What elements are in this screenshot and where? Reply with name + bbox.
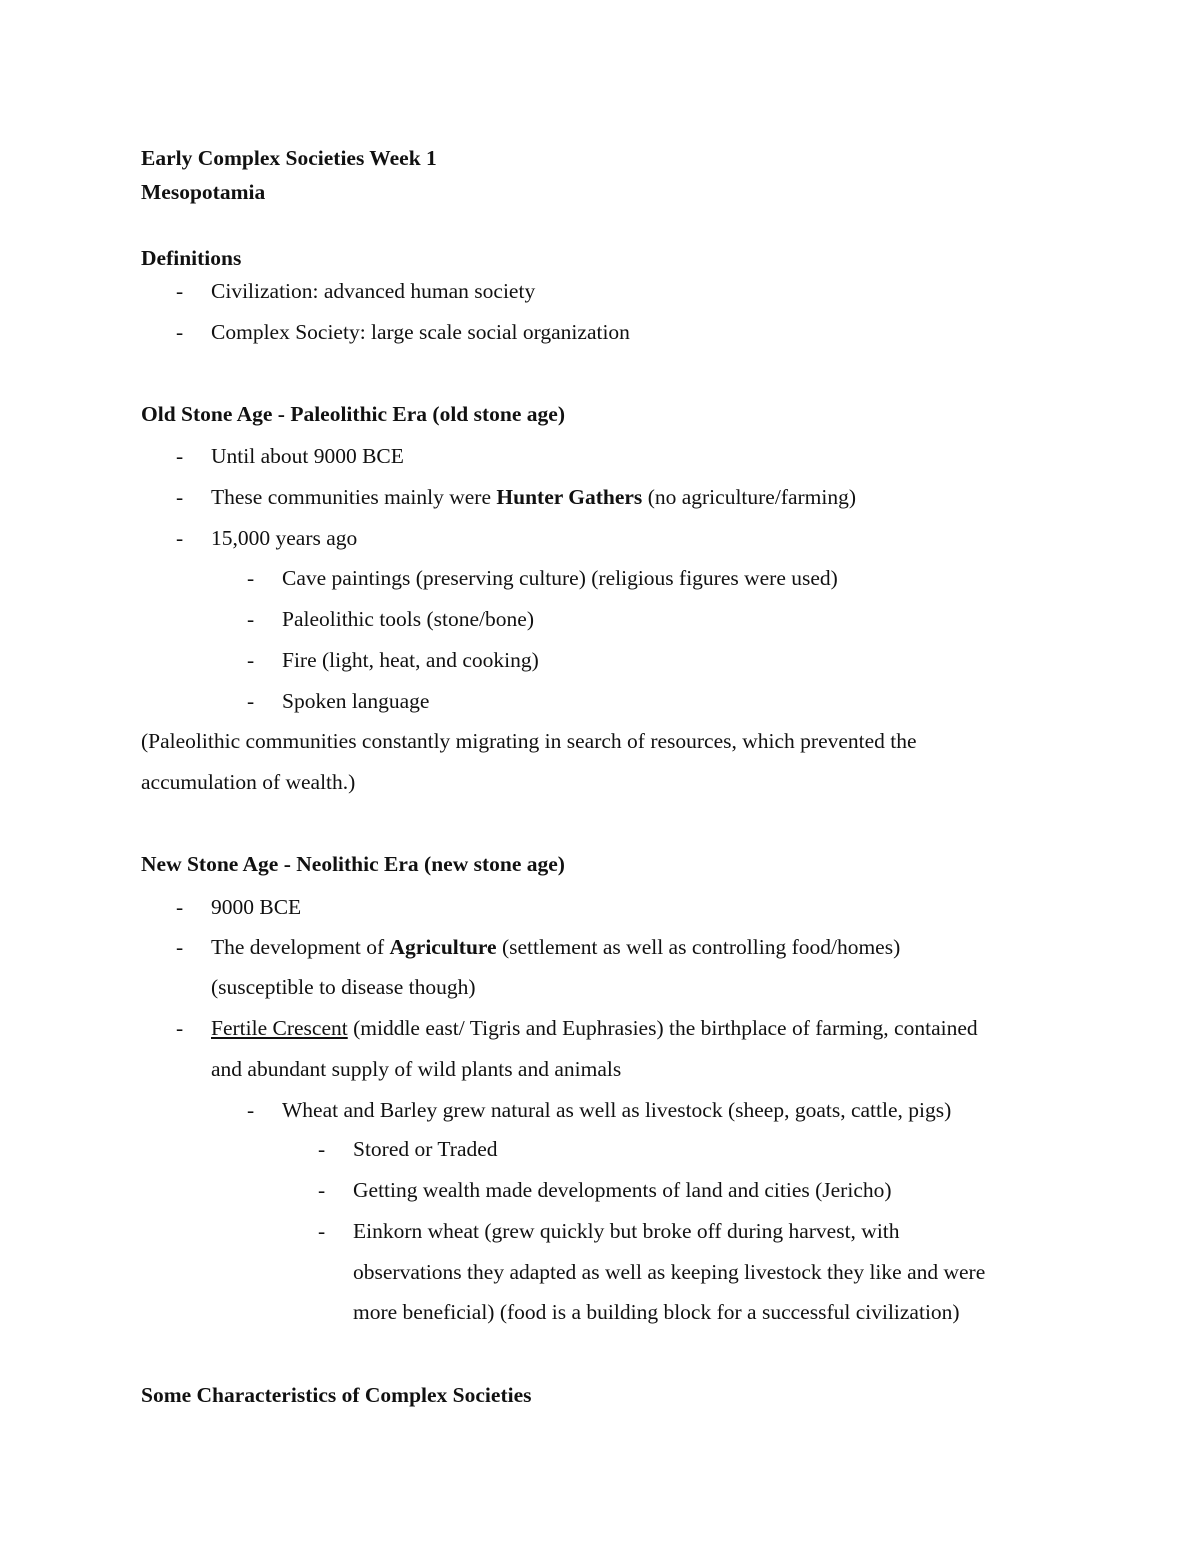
neolithic-heading: New Stone Age - Neolithic Era (new stone age) (141, 852, 565, 876)
bullet-dash: - (318, 1137, 326, 1161)
bullet-dash: - (247, 566, 255, 590)
list-item (0, 442, 1200, 470)
paleolithic-item-years: 15,000 years ago (211, 526, 358, 550)
bullet-dash: - (176, 320, 184, 344)
bullet-dash: - (176, 444, 184, 468)
list-item (0, 933, 1200, 961)
characteristics-heading: Some Characteristics of Complex Societies (141, 1383, 532, 1407)
list-item (0, 893, 1200, 921)
list-item: - Cave paintings (preserving culture) (religious figures were used) (247, 566, 838, 590)
list-item: - Spoken language (247, 689, 430, 713)
list-item: - Fire (light, heat, and cooking) (247, 648, 539, 672)
list-item (0, 1014, 1200, 1042)
list-item: - Getting wealth made developments of land and cities (Jericho) (318, 1178, 892, 1202)
list-item (0, 483, 1200, 511)
paleolithic-heading: Old Stone Age - Paleolithic Era (old stone age) (141, 402, 565, 426)
list-item-continuation: and abundant supply of wild plants and animals (211, 1057, 622, 1081)
bullet-dash: - (318, 1178, 326, 1202)
bullet-dash: - (318, 1219, 326, 1243)
neolithic-item-date: 9000 BCE (211, 895, 302, 919)
bullet-dash: - (247, 1098, 255, 1122)
paleolithic-item-hunters: These communities mainly were Hunter Gathers (no agriculture/farming) (211, 485, 857, 509)
neolithic-item-fertile-crescent: Fertile Crescent (middle east/ Tigris and Euphrasies) the birthplace of farming, contained (211, 1016, 978, 1040)
definition-complex-society: Complex Society: large scale social organization (211, 320, 630, 344)
bullet-dash: - (176, 895, 184, 919)
list-item-continuation: observations they adapted as well as keeping livestock they like and were (353, 1260, 986, 1284)
underlined-term: Fertile Crescent (211, 1016, 348, 1040)
definition-civilization: Civilization: advanced human society (211, 279, 536, 303)
bullet-dash: - (247, 607, 255, 631)
bold-term: Hunter Gathers (496, 485, 643, 509)
bullet-dash: - (176, 526, 184, 550)
bullet-dash: - (247, 648, 255, 672)
neolithic-item-agriculture: The development of Agriculture (settlement as well as controlling food/homes) (211, 935, 901, 959)
bullet-dash: - (176, 935, 184, 959)
list-item: - Einkorn wheat (grew quickly but broke off during harvest, with (318, 1219, 900, 1243)
definitions-heading: Definitions (141, 246, 242, 270)
document-subtitle: Mesopotamia (141, 180, 266, 204)
paleolithic-item-date: Until about 9000 BCE (211, 444, 404, 468)
paleolithic-note-cont: accumulation of wealth.) (141, 770, 356, 794)
list-item-continuation: more beneficial) (food is a building block for a successful civilization) (353, 1300, 960, 1324)
list-item (0, 524, 1200, 552)
bullet-dash: - (247, 689, 255, 713)
paleolithic-note: (Paleolithic communities constantly migrating in search of resources, which prevented the (141, 729, 917, 753)
bold-term: Agriculture (389, 935, 497, 959)
bullet-dash: - (176, 279, 184, 303)
document-title: Early Complex Societies Week 1 (141, 146, 437, 170)
list-item-continuation: (susceptible to disease though) (211, 975, 476, 999)
list-item (0, 277, 1200, 305)
bullet-dash: - (176, 1016, 184, 1040)
list-item: - Wheat and Barley grew natural as well as livestock (sheep, goats, cattle, pigs) (247, 1098, 952, 1122)
list-item: - Paleolithic tools (stone/bone) (247, 607, 534, 631)
list-item (0, 318, 1200, 346)
list-item: - Stored or Traded (318, 1137, 498, 1161)
bullet-dash: - (176, 485, 184, 509)
